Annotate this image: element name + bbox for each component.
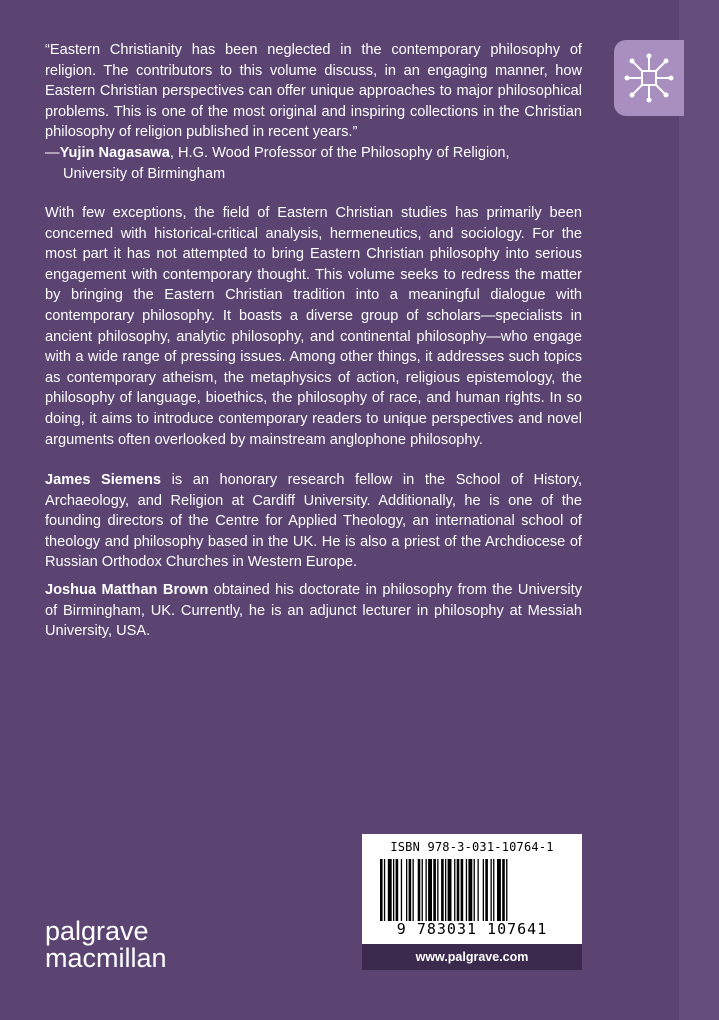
- endorsement-quote: [45, 40, 582, 184]
- book-description: [45, 203, 582, 450]
- palgrave-star-icon: [621, 50, 677, 106]
- barcode-digits: 9 783031 107641: [396, 920, 548, 938]
- publisher-name-line2: macmillan: [45, 943, 167, 973]
- publisher-website[interactable]: www.palgrave.com: [362, 944, 582, 970]
- quote-dash: —: [45, 144, 60, 161]
- spine-strip: [679, 0, 719, 1020]
- isbn-label: ISBN 978-3-031-10764-1: [390, 840, 554, 854]
- quote-author-title: , H.G. Wood Professor of the Philosophy of Religion,: [169, 144, 510, 161]
- barcode-icon: [380, 859, 564, 921]
- author-bio-text: is an honorary research fellow in the School of History, Archaeology, and Religion at Cardiff University. Additionally, he is one of the founding directors of the Centre for Applied Theology, an international school of theology and philosophy based in the UK. He is also a priest of the Archdiocese of Russian Orthodox Churches in Western Europe.: [45, 472, 582, 571]
- publisher-logo-text: [45, 918, 167, 972]
- publisher-name-line1: palgrave: [45, 916, 149, 946]
- quote-author-affiliation: University of Birmingham: [63, 165, 226, 182]
- author-bio-2: [45, 580, 582, 642]
- author-name: Joshua Matthan Brown: [45, 582, 209, 598]
- quote-attribution: [45, 143, 582, 164]
- quote-author: Yujin Nagasawa: [59, 144, 170, 161]
- quote-text: “Eastern Christianity has been neglected in the contemporary philosophy of religion. The contributors to this volume discuss, in an engaging manner, how Eastern Christian perspectives can offer unique approaches to major philosophical problems. This is one of the most original and inspiring collections in the Christian philosophy of religion published in recent years.”: [45, 42, 582, 141]
- author-name: James Siemens: [45, 472, 162, 488]
- author-bio-text: obtained his doctorate in philosophy from the University of Birmingham, UK. Currently, he is an adjunct lecturer in philosophy at Messiah University, USA.: [45, 582, 582, 640]
- author-bio-1: [45, 470, 582, 573]
- palgrave-logo-badge: [614, 40, 684, 116]
- description-text: With few exceptions, the field of Eastern Christian studies has primarily been concerned with historical-critical analysis, hermeneutics, and sociology. For the most part it has not attempted to bring Eastern Christian philosophy into serious engagement with contemporary thought. This volume seeks to redress the matter by bringing the Eastern Christian tradition into a meaningful dialogue with contemporary philosophy. It boasts a diverse group of scholars—specialists in ancient philosophy, analytic philosophy, and continental philosophy—who engage with a wide range of pressing issues. Among other things, it addresses such topics as contemporary atheism, the metaphysics of action, religious epistemology, the philosophy of language, bioethics, the philosophy of race, and human rights. In so doing, it aims to introduce contemporary readers to unique perspectives and novel arguments often overlooked by mainstream anglophone philosophy.: [45, 205, 582, 448]
- isbn-barcode-box: [362, 834, 582, 970]
